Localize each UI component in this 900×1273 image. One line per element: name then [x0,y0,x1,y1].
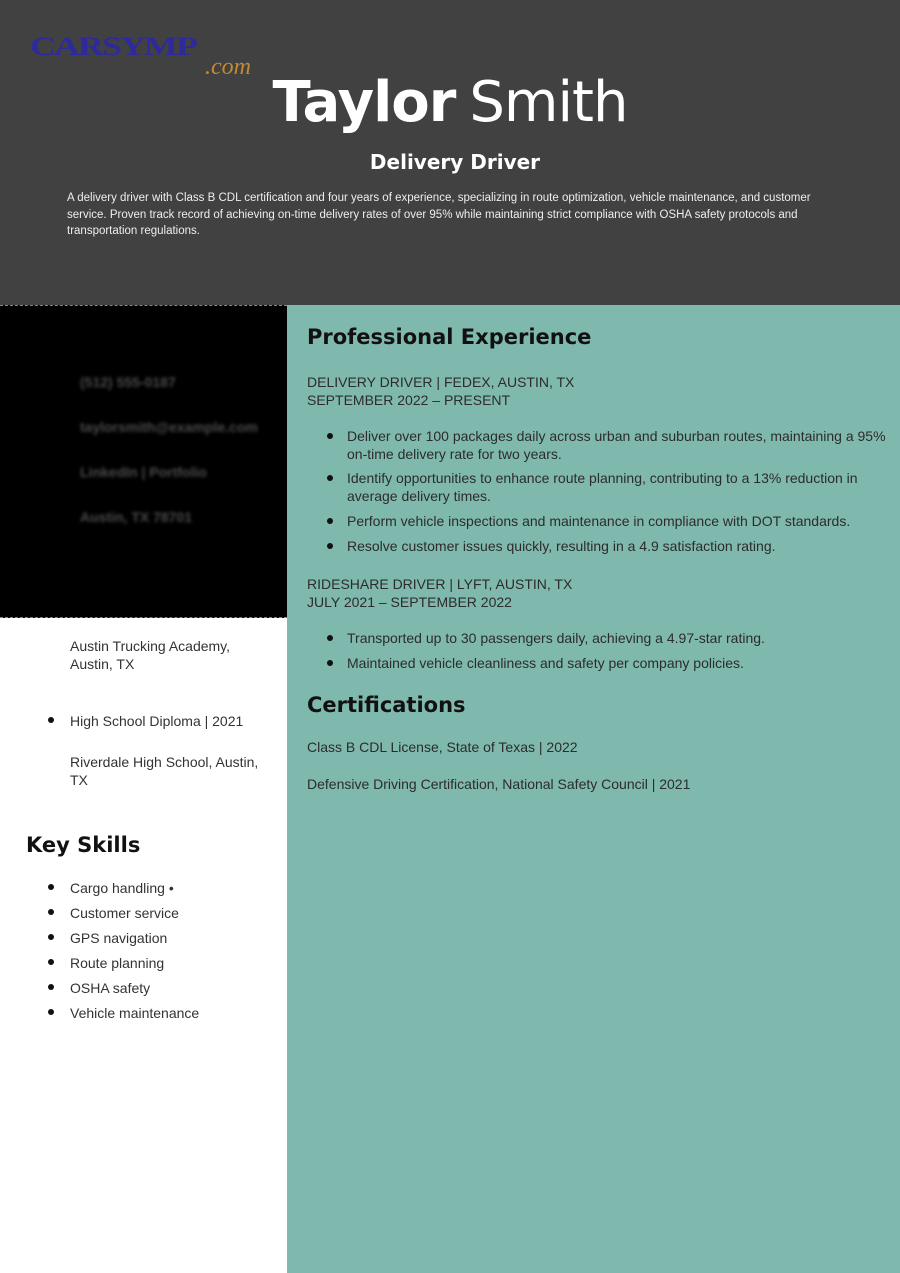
job-2-title: RIDESHARE DRIVER | LYFT, AUSTIN, TX [307,576,573,592]
key-skills-heading: Key Skills [26,833,141,857]
bullet-icon [48,1009,54,1015]
bullet-icon [48,984,54,990]
logo-sub-text: .com [205,54,251,80]
job-1-dates: SEPTEMBER 2022 – PRESENT [307,392,511,408]
job-title: Delivery Driver [369,150,541,174]
skill-item: Cargo handling • [48,880,174,896]
skill-item: Customer service [48,905,179,921]
contact-email: taylorsmith@example.com [80,419,258,435]
bullet-icon [327,660,333,666]
logo-main-text: CARSYMP [30,32,196,61]
certification-item: Defensive Driving Certification, National Safety Council | 2021 [307,776,691,792]
contact-location: Austin, TX 78701 [80,509,193,525]
profile-summary: A delivery driver with Class B CDL certification and four years of experience, specializing in route optimization, vehicle maintenance, and customer service. Proven track record of achieving on-time delivery rates of over 95% while maintaining strict compliance with OSHA safety protocols and transportation regulations. [67,192,811,237]
bullet-icon [327,635,333,641]
bullet-icon [327,475,333,481]
skill-item: Vehicle maintenance [48,1005,199,1021]
job-1-bullet: Perform vehicle inspections and maintenance in compliance with DOT standards. [327,512,887,530]
job-2-bullet: Transported up to 30 passengers daily, achieving a 4.97-star rating. [327,629,887,647]
bullet-icon [48,717,54,723]
job-1-bullet: Identify opportunities to enhance route planning, contributing to a 13% reduction in average delivery times. [327,469,887,505]
skill-item: OSHA safety [48,980,150,996]
first-name: Taylor [272,70,456,135]
job-1-title: DELIVERY DRIVER | FEDEX, AUSTIN, TX [307,374,575,390]
candidate-name [0,68,900,138]
bullet-icon [48,909,54,915]
certifications-heading: Certifications [307,693,466,717]
last-name: Smith [469,70,628,135]
right-column [287,305,900,1273]
bullet-icon [327,433,333,439]
job-2-dates: JULY 2021 – SEPTEMBER 2022 [307,594,512,610]
skill-item: Route planning [48,955,164,971]
bullet-icon [48,959,54,965]
job-1-bullet: Resolve customer issues quickly, resulting in a 4.9 satisfaction rating. [327,537,887,555]
job-2-bullet: Maintained vehicle cleanliness and safety per company policies. [327,654,887,672]
education-school-1: Austin Trucking Academy, Austin, TX [70,638,231,672]
bullet-icon [48,884,54,890]
experience-heading: Professional Experience [307,325,592,349]
education-school-2: Riverdale High School, Austin, TX [70,754,259,788]
contact-block [0,305,287,618]
certification-item: Class B CDL License, State of Texas | 2022 [307,739,578,755]
contact-links: LinkedIn | Portfolio [80,464,207,480]
bullet-icon [327,543,333,549]
job-1-bullet: Deliver over 100 packages daily across urban and suburban routes, maintaining a 95% on-time delivery rate for two years. [327,427,887,463]
skill-item: GPS navigation [48,930,167,946]
bullet-icon [48,934,54,940]
education-degree-2: High School Diploma | 2021 [48,713,243,729]
contact-phone: (512) 555-0187 [80,374,176,390]
bullet-icon [327,518,333,524]
resume-header [0,0,900,305]
